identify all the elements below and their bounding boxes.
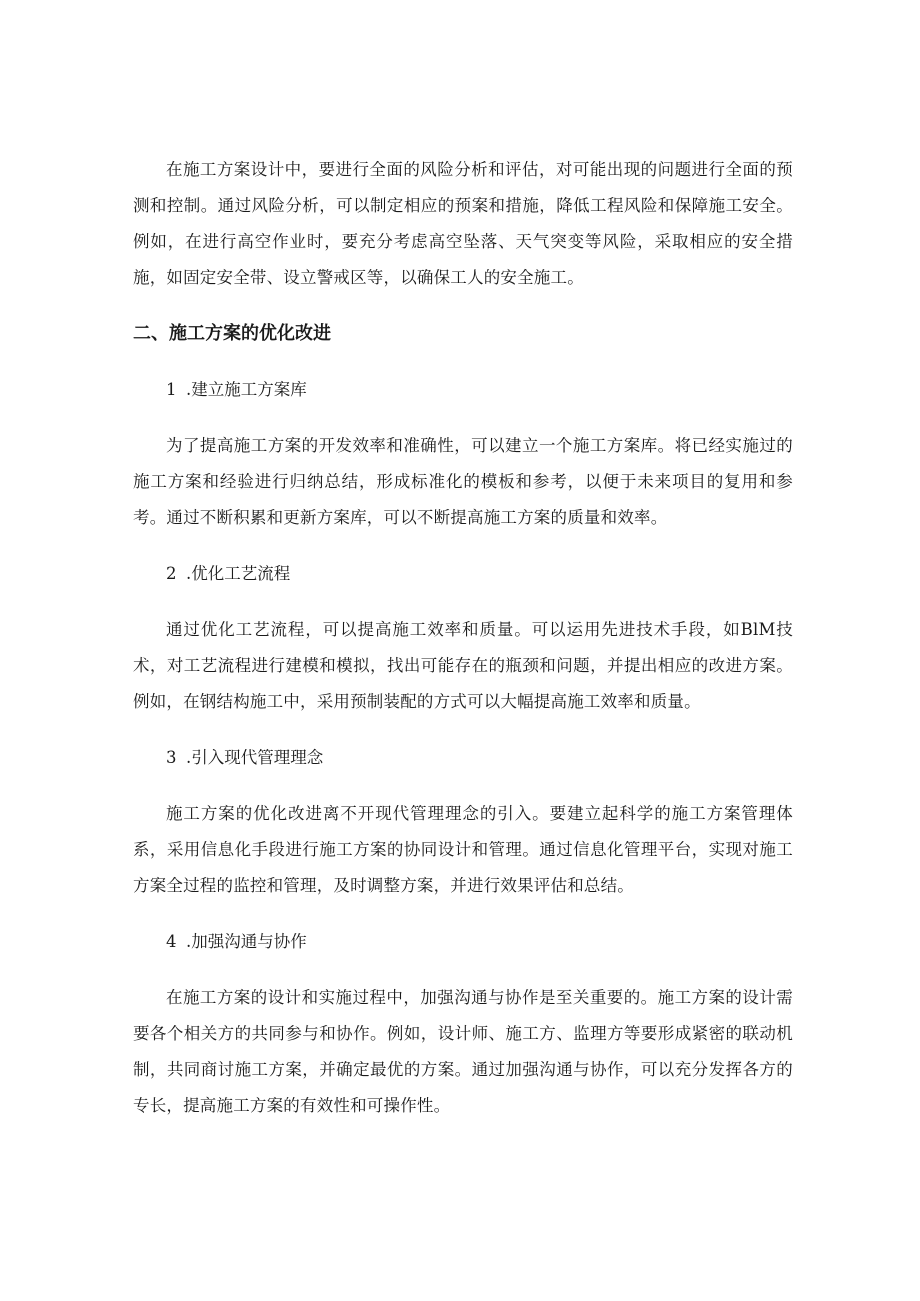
item-heading-1 bbox=[166, 372, 793, 408]
item-title: .建立施工方案库 bbox=[186, 380, 307, 399]
item-title: .加强沟通与协作 bbox=[186, 932, 307, 951]
item-paragraph-4: 在施工方案的设计和实施过程中，加强沟通与协作是至关重要的。施工方案的设计需要各个相关方的共同参与和协作。例如，设计师、施工方、监理方等要形成紧密的联动机制，共同商讨施工方案，并确定最优的方案。通过加强沟通与协作，可以充分发挥各方的专长，提高施工方案的有效性和可操作性。 bbox=[133, 988, 793, 1115]
item-heading-3 bbox=[166, 740, 793, 776]
item-number: 1 bbox=[166, 380, 177, 399]
item-title: .引入现代管理理念 bbox=[186, 748, 324, 767]
document-content bbox=[133, 152, 793, 1144]
item-number: 4 bbox=[166, 932, 177, 951]
item-heading-4 bbox=[166, 924, 793, 960]
item-paragraph-1: 为了提高施工方案的开发效率和准确性，可以建立一个施工方案库。将已经实施过的施工方案和经验进行归纳总结，形成标准化的模板和参考，以便于未来项目的复用和参考。通过不断积累和更新方案库，可以不断提高施工方案的质量和效率。 bbox=[133, 436, 793, 527]
item-paragraph-2: 通过优化工艺流程，可以提高施工效率和质量。可以运用先进技术手段，如BlM技术，对工艺流程进行建模和模拟，找出可能存在的瓶颈和问题，并提出相应的改进方案。例如，在钢结构施工中，采用预制装配的方式可以大幅提高施工效率和质量。 bbox=[133, 620, 793, 711]
item-title: .优化工艺流程 bbox=[186, 564, 291, 583]
item-number: 2 bbox=[166, 564, 177, 583]
section-heading: 二、施工方案的优化改进 bbox=[133, 323, 331, 344]
item-number: 3 bbox=[166, 748, 177, 767]
item-heading-2 bbox=[166, 556, 793, 592]
intro-paragraph: 在施工方案设计中，要进行全面的风险分析和评估，对可能出现的问题进行全面的预测和控制。通过风险分析，可以制定相应的预案和措施，降低工程风险和保障施工安全。例如，在进行高空作业时，要充分考虑高空坠落、天气突变等风险，采取相应的安全措施，如固定安全带、设立警戒区等，以确保工人的安全施工。 bbox=[133, 160, 793, 287]
item-paragraph-3: 施工方案的优化改进离不开现代管理理念的引入。要建立起科学的施工方案管理体系，采用信息化手段进行施工方案的协同设计和管理。通过信息化管理平台，实现对施工方案全过程的监控和管理，及时调整方案，并进行效果评估和总结。 bbox=[133, 804, 793, 895]
